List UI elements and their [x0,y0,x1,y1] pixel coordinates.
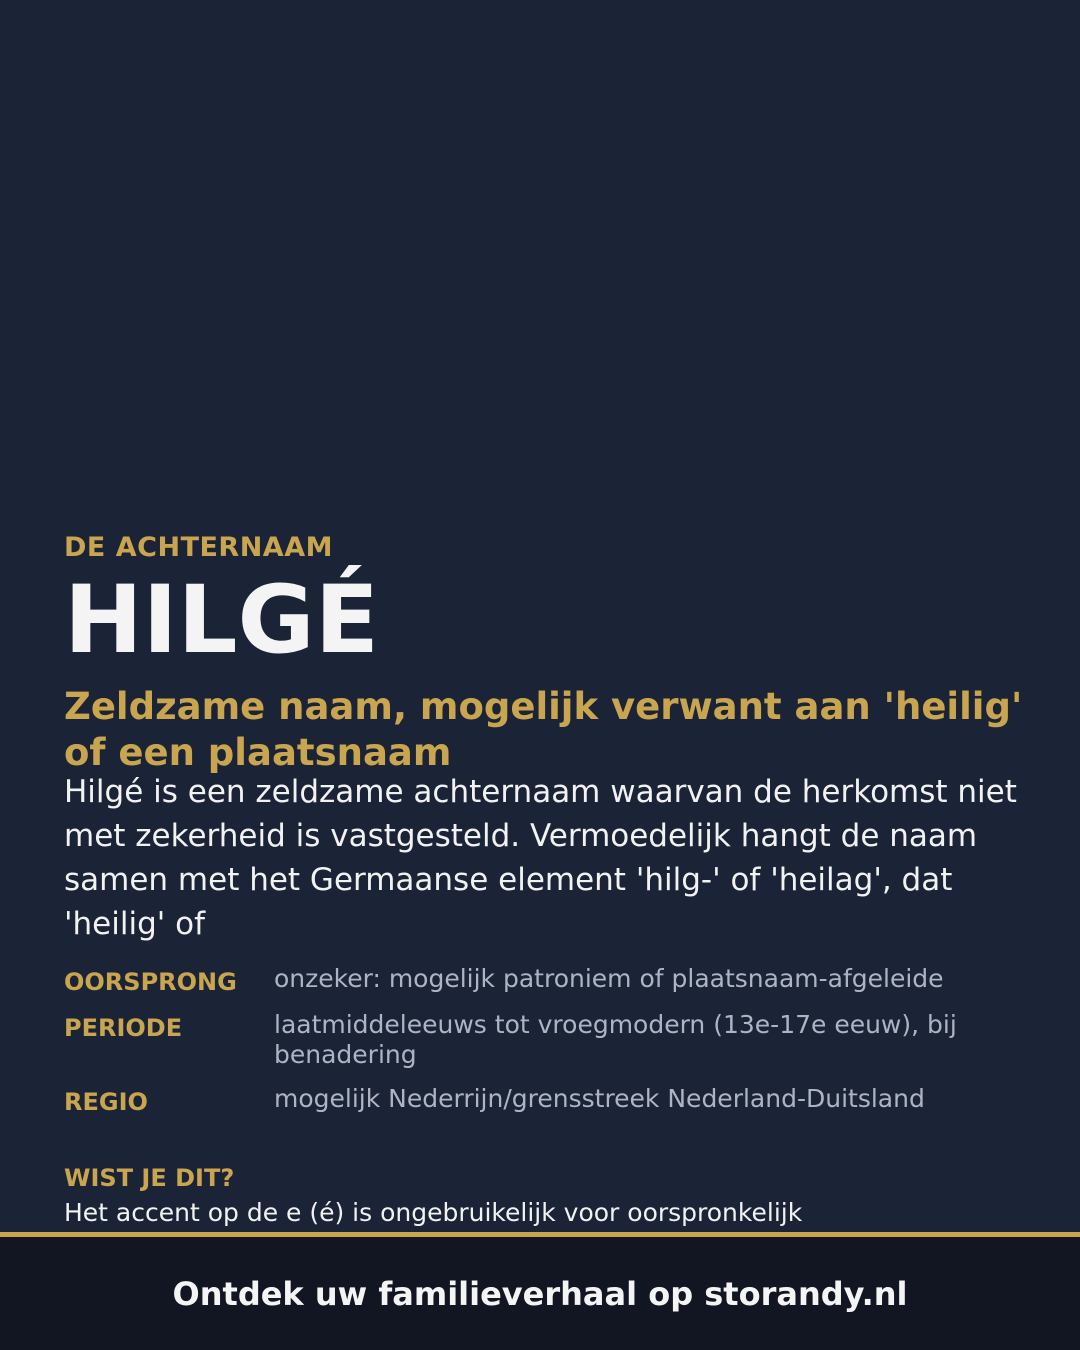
fact-row-origin [64,964,1024,996]
fact-label: REGIO [64,1088,148,1116]
fact-value: laatmiddeleeuws tot vroegmodern (13e-17e eeuw), bij benadering [274,1010,957,1069]
footer-cta[interactable]: Ontdek uw familieverhaal op storandy.nl [172,1274,908,1313]
surname-title: HILGÉ [64,566,379,675]
footer-banner [0,1232,1080,1350]
did-you-know-heading: WIST JE DIT? [64,1164,235,1192]
fact-value: mogelijk Nederrijn/grensstreek Nederland-Duitsland [274,1084,925,1113]
fact-label: PERIODE [64,1014,183,1042]
did-you-know-text: Het accent op de e (é) is ongebruikelijk voor oorspronkelijk [64,1198,803,1227]
fact-label: OORSPRONG [64,968,237,996]
surname-subtitle: Zeldzame naam, mogelijk verwant aan 'heilig' of een plaatsnaam [64,685,1023,774]
fact-row-region [64,1084,1024,1116]
facts-list [64,964,1024,1130]
fact-row-period [64,1010,1024,1070]
fact-value: onzeker: mogelijk patroniem of plaatsnaam-afgeleide [274,964,944,993]
eyebrow-label: DE ACHTERNAAM [64,532,333,563]
intro-paragraph: Hilgé is een zeldzame achternaam waarvan de herkomst niet met zekerheid is vastgesteld. Vermoedelijk hangt de naam samen met het Germaanse element 'hilg-' of 'heilag', dat 'heilig' of [64,774,1017,942]
